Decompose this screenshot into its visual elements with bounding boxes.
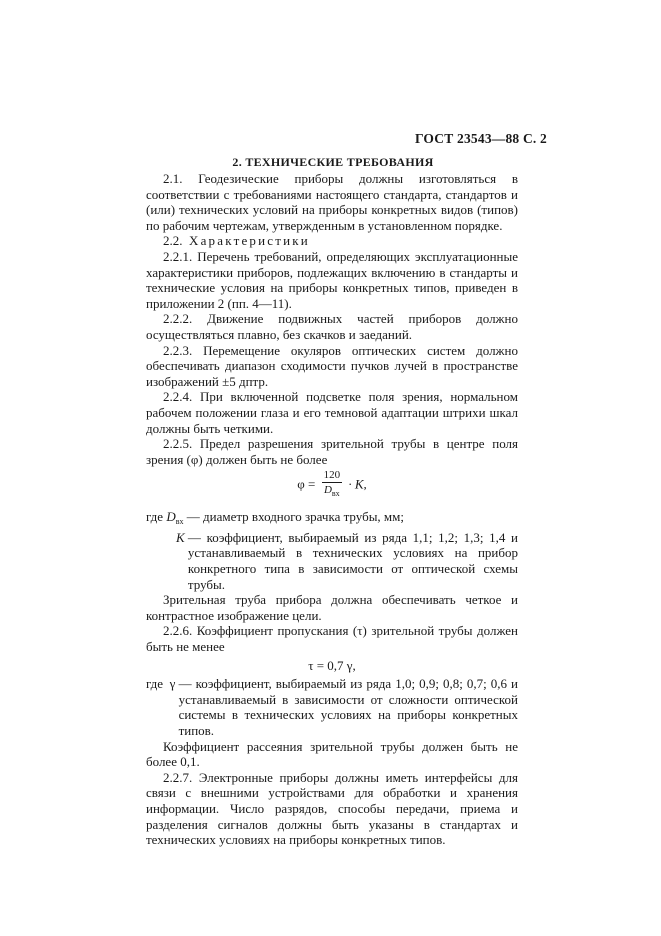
paragraph-2-2-4: 2.2.4. При включенной подсветке поля зрения, нормальном рабочем положении глаза и его темновой адаптации штрихи шкал должны быть четкими. xyxy=(146,389,518,436)
paragraph-2-2-5: 2.2.5. Предел разрешения зрительной трубы в центре поля зрения (φ) должен быть не более xyxy=(146,436,518,467)
definition-gamma-text: — коэффициент, выбираемый из ряда 1,0; 0,9; 0,8; 0,7; 0,6 и устанавливаемый в зависимости от сложности оптической системы в технических условиях на приборы конкретных типов. xyxy=(178,676,518,738)
gamma-var: γ xyxy=(169,676,176,692)
definition-d-text: — диаметр входного зрачка трубы, мм; xyxy=(186,509,404,525)
where-label: где xyxy=(146,676,164,692)
d-var: D xyxy=(166,509,176,525)
paragraph-2-2-7: 2.2.7. Электронные приборы должны иметь интерфейсы для связи с внешними устройствами для обработки и хранения информации. Число разрядов, способы передачи, приема и разделения сигналов должны быть указаны в стандартах и технических условиях на приборы конкретных типов. xyxy=(146,769,518,848)
formula-fraction xyxy=(322,469,343,500)
section-title: 2. ТЕХНИЧЕСКИЕ ТРЕБОВАНИЯ xyxy=(232,155,434,169)
formula-denominator xyxy=(322,483,343,500)
paragraph-2-2 xyxy=(146,233,518,249)
definition-k xyxy=(146,530,518,592)
definition-k-text: — коэффициент, выбираемый из ряда 1,1; 1,2; 1,3; 1,4 и устанавливаемый в технических условиях на прибор конкретного типа в зависимости от оптической схемы трубы. xyxy=(187,529,518,592)
formula-resolution xyxy=(146,469,518,505)
definition-gamma xyxy=(146,676,518,738)
paragraph-tube: Зрительная труба прибора должна обеспечивать четкое и контрастное изображение цели. xyxy=(146,592,518,623)
page-header: ГОСТ 23543—88 С. 2 xyxy=(414,131,547,146)
definition-lead xyxy=(146,676,179,738)
paragraph-2-2-1: 2.2.1. Перечень требований, определяющих эксплуатационные характеристики приборов, подлежащих включению в стандарты и технические условия на приборы конкретных типов, приведен в приложении 2 (пп. 4—11). xyxy=(146,248,518,311)
paragraph-2-2-6: 2.2.6. Коэффициент пропускания (τ) зрительной трубы должен быть не менее xyxy=(146,623,518,655)
definition-lead xyxy=(146,530,188,592)
formula-lhs: φ = xyxy=(297,476,316,492)
formula-numerator: 120 xyxy=(323,469,341,482)
paragraph-2-2-2: 2.2.2. Движение подвижных частей приборов должно осуществляться плавно, без скачков и заеданий. xyxy=(146,311,518,342)
where-label: где xyxy=(146,509,164,525)
paragraph-scatter: Коэффициент рассеяния зрительной трубы должен быть не более 0,1. xyxy=(146,738,518,770)
paragraph-2-1: 2.1. Геодезические приборы должны изготовляться в соответствии с требованиями настоящего стандарта, стандартов и (или) технических условий на приборы конкретных видов (типов) по рабочим чертежам, утвержденным в установленном порядке. xyxy=(146,171,518,233)
definition-lead xyxy=(146,509,187,530)
paragraph-2-2-3: 2.2.3. Перемещение окуляров оптических систем должно обеспечивать диапазон сходимости пучков лучей в пространстве изображений ±5 дптр. xyxy=(146,342,518,389)
definition-d xyxy=(146,509,518,530)
k-var: K xyxy=(176,529,185,545)
paragraph-number: 2.2. xyxy=(163,233,183,249)
subsection-title: Характеристики xyxy=(189,233,310,249)
d-sub: вх xyxy=(175,517,184,527)
formula-rhs: · K, xyxy=(348,476,367,492)
denominator-sub: вх xyxy=(331,489,340,499)
document-body xyxy=(146,171,518,848)
formula-transmission: τ = 0,7 γ, xyxy=(308,657,356,673)
denominator-var: D xyxy=(323,484,332,497)
